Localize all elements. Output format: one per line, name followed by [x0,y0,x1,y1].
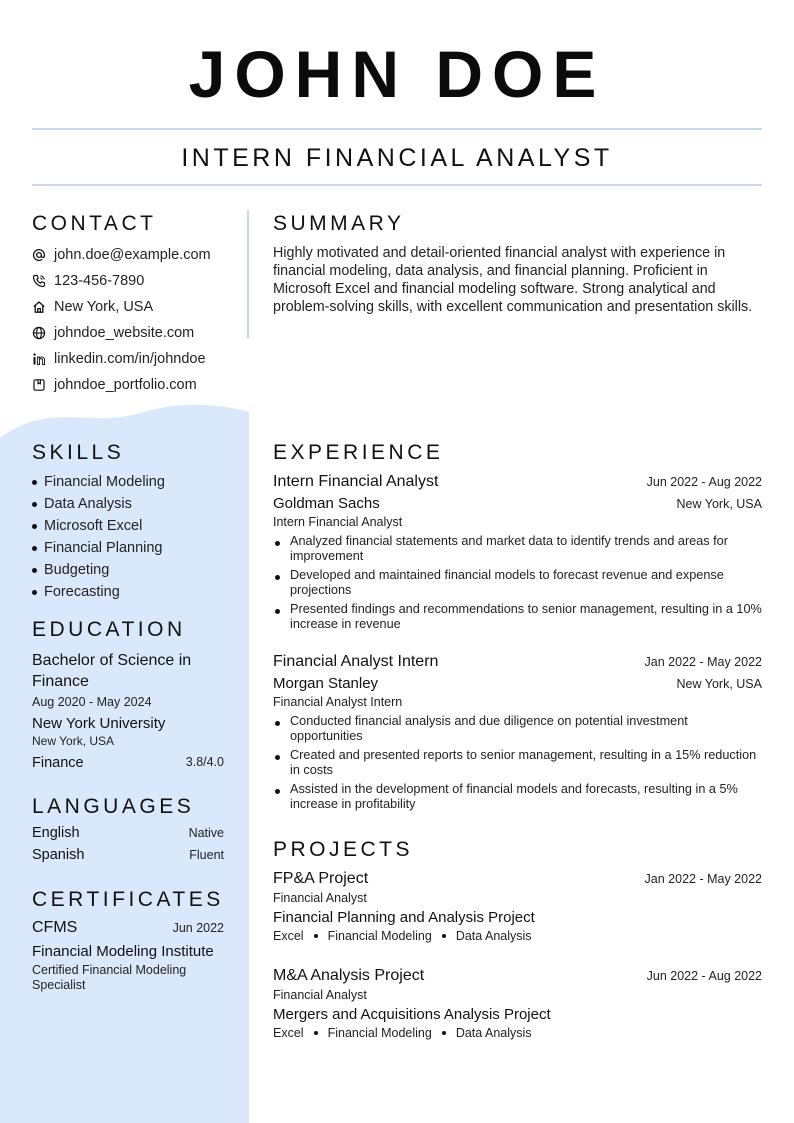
project-desc: Mergers and Acquisitions Analysis Project [273,1006,551,1023]
bullet-icon [32,568,37,573]
contact-website[interactable] [32,320,242,346]
job-dates: Jun 2022 - Aug 2022 [646,475,762,489]
bullet-icon [314,1031,318,1035]
job-bullet: Presented findings and recommendations to senior management, resulting in a 10% increase in revenue [273,602,762,632]
job-subtitle: Intern Financial Analyst [273,515,403,529]
skill-label: Budgeting [44,562,110,578]
languages-list [32,825,224,869]
contact-portfolio-text: johndoe_portfolio.com [54,377,197,393]
project-tag: Data Analysis [455,1026,532,1040]
linkedin-icon [32,352,46,366]
job-bullets [273,714,762,812]
job-location: New York, USA [676,677,762,691]
contact-website-text: johndoe_website.com [54,325,195,341]
job-bullets [273,534,762,632]
job-location: New York, USA [676,497,762,511]
language-name: English [32,825,80,841]
summary-text: Highly motivated and detail-oriented financial analyst with experience in financial modeling, data analysis, and financial planning. Proficient in Microsoft Excel and financial modeling software. Strong analytical and problem-solving skills, with excellent communication and presentation skills. [273,245,753,315]
contact-list [32,242,242,398]
project-tags [273,929,762,943]
job-bullet: Assisted in the development of financial models and forecasts, resulting in a 5% increase in profitability [273,782,762,812]
job-bullet: Analyzed financial statements and market data to identify trends and areas for improvement [273,534,762,564]
bullet-icon [32,546,37,551]
project-tag: Data Analysis [455,929,532,943]
bullet-icon [442,934,446,938]
skills-list [32,471,242,603]
at-icon [32,248,46,262]
projects-heading: PROJECTS [273,838,414,861]
phone-icon [32,274,46,288]
language-item [32,847,224,869]
skill-item [32,471,242,493]
project-dates: Jun 2022 - Aug 2022 [646,969,762,983]
education-location: New York, USA [32,734,115,748]
experience-entry [273,653,762,816]
job-company: Goldman Sachs [273,495,380,512]
certificate-org: Financial Modeling Institute [32,943,214,960]
project-entry [273,870,762,943]
job-company: Morgan Stanley [273,675,379,692]
bullet-icon [32,524,37,529]
languages-heading: LANGUAGES [32,795,195,818]
experience-entry [273,473,762,636]
contact-email[interactable] [32,242,242,268]
skills-heading: SKILLS [32,441,125,464]
bullet-icon [32,502,37,507]
project-dates: Jan 2022 - May 2022 [644,872,762,886]
skill-item [32,559,242,581]
job-title: Financial Analyst Intern [273,653,439,670]
project-entry [273,967,762,1040]
education-degree: Bachelor of Science in Finance [32,652,192,690]
skill-label: Financial Planning [44,540,163,556]
contact-heading: CONTACT [32,212,157,235]
contact-linkedin[interactable] [32,346,242,372]
certificate-date: Jun 2022 [172,921,224,935]
contact-portfolio[interactable] [32,372,242,398]
globe-icon [32,326,46,340]
project-role: Financial Analyst [273,891,367,905]
language-name: Spanish [32,847,85,863]
contact-location-text: New York, USA [54,299,154,315]
project-title: M&A Analysis Project [273,967,425,984]
education-entry [32,650,224,771]
job-dates: Jan 2022 - May 2022 [644,655,762,669]
bullet-icon [32,480,37,485]
project-tag: Financial Modeling [327,1026,432,1040]
education-school: New York University [32,715,166,732]
job-bullet: Conducted financial analysis and due diligence on potential investment opportunities [273,714,762,744]
certificate-entry [32,919,224,993]
home-icon [32,300,46,314]
project-title: FP&A Project [273,870,369,887]
bullet-icon [314,934,318,938]
contact-phone-text: 123-456-7890 [54,273,145,289]
header-top-rule [32,128,762,130]
education-heading: EDUCATION [32,618,186,641]
skill-label: Data Analysis [44,496,132,512]
skill-item [32,515,242,537]
skill-item [32,537,242,559]
language-level: Native [188,826,224,840]
certificate-name: CFMS [32,919,78,936]
project-tag: Excel [273,1026,304,1040]
skill-item [32,493,242,515]
job-subtitle: Financial Analyst Intern [273,695,403,709]
skill-label: Forecasting [44,584,120,600]
project-tag: Excel [273,929,304,943]
summary-heading: SUMMARY [273,212,405,235]
certificates-heading: CERTIFICATES [32,888,224,911]
contact-phone[interactable] [32,268,242,294]
skill-label: Microsoft Excel [44,518,143,534]
column-divider [247,210,249,338]
job-bullet: Created and presented reports to senior management, resulting in a 15% reduction in costs [273,748,762,778]
language-item [32,825,224,847]
skill-item [32,581,242,603]
certificate-desc: Certified Financial Modeling Specialist [32,963,187,992]
contact-email-text: john.doe@example.com [54,247,211,263]
education-gpa: 3.8/4.0 [185,755,224,769]
candidate-name: JOHN DOE [188,37,606,111]
job-bullet: Developed and maintained financial models to forecast revenue and expense projections [273,568,762,598]
education-field: Finance [32,755,84,771]
header-bottom-rule [32,184,762,186]
education-dates: Aug 2020 - May 2024 [32,695,152,709]
job-title: Intern Financial Analyst [273,473,439,490]
experience-heading: EXPERIENCE [273,441,444,464]
project-tag: Financial Modeling [327,929,432,943]
project-role: Financial Analyst [273,988,367,1002]
bullet-icon [32,590,37,595]
candidate-title: INTERN FINANCIAL ANALYST [181,144,613,172]
skill-label: Financial Modeling [44,474,165,490]
portfolio-icon [32,378,46,392]
project-desc: Financial Planning and Analysis Project [273,909,535,926]
contact-location [32,294,242,320]
language-level: Fluent [189,848,224,862]
project-tags [273,1026,762,1040]
contact-linkedin-text: linkedin.com/in/johndoe [54,351,206,367]
bullet-icon [442,1031,446,1035]
